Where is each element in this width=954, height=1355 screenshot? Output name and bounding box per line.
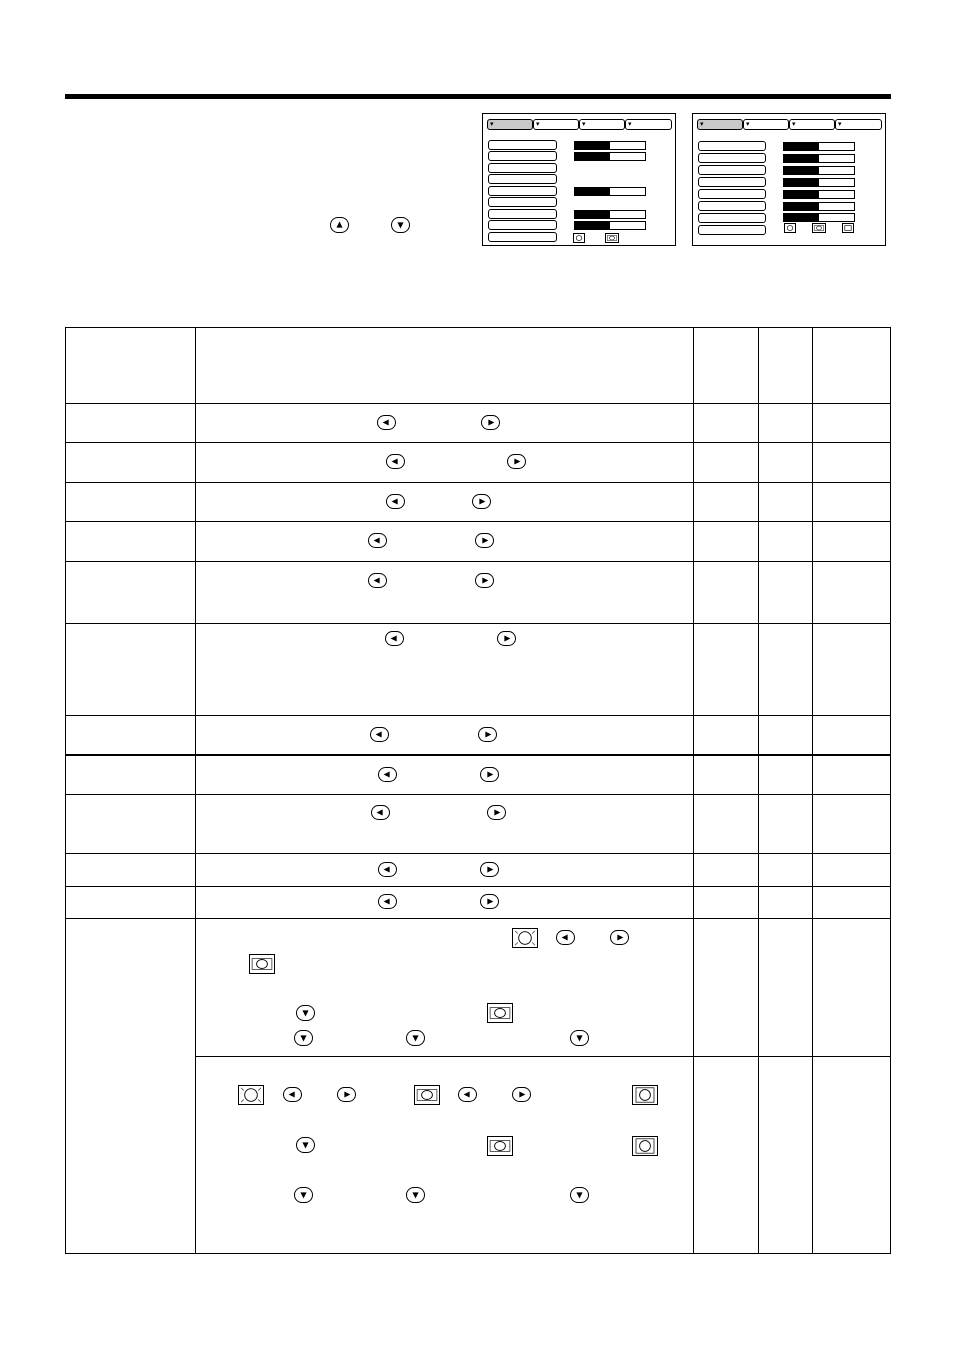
level-bar xyxy=(783,142,855,151)
left-arrow-icon xyxy=(385,631,404,646)
left-arrow-icon xyxy=(378,894,397,909)
level-bar xyxy=(783,190,855,199)
left-arrow-icon xyxy=(556,930,575,945)
left-arrow-icon xyxy=(386,454,405,469)
aspect-zoom-icon xyxy=(632,1136,658,1156)
aspect-normal-icon xyxy=(512,928,538,948)
level-bar xyxy=(783,213,855,222)
left-arrow-icon xyxy=(378,767,397,782)
right-arrow-icon xyxy=(487,805,506,820)
aspect-wide-icon xyxy=(605,233,619,243)
right-arrow-icon xyxy=(475,533,494,548)
aspect-wide-icon xyxy=(487,1136,513,1156)
aspect-normal-icon xyxy=(573,233,585,243)
menu-slot xyxy=(698,213,766,223)
menu-slot xyxy=(488,197,557,207)
right-arrow-icon xyxy=(507,454,526,469)
menu-slot xyxy=(488,209,557,219)
menu-slot xyxy=(488,140,557,150)
up-arrow-button-icon xyxy=(330,217,349,233)
right-arrow-icon xyxy=(480,894,499,909)
menu-tab: ▾ xyxy=(789,119,835,130)
menu-slot xyxy=(698,141,766,151)
level-bar xyxy=(574,210,646,219)
right-arrow-icon xyxy=(481,415,500,430)
down-arrow-icon xyxy=(570,1030,589,1046)
level-bar xyxy=(783,202,855,211)
aspect-zoom-icon xyxy=(842,223,854,233)
menu-slot xyxy=(488,186,557,196)
menu-screen-left xyxy=(482,113,676,246)
aspect-normal-icon xyxy=(784,223,796,233)
menu-tab: ▾ xyxy=(625,119,672,130)
down-arrow-icon xyxy=(406,1187,425,1203)
down-arrow-icon xyxy=(570,1187,589,1203)
level-bar xyxy=(783,178,855,187)
menu-tab: ▾ xyxy=(835,119,882,130)
menu-slot xyxy=(698,189,766,199)
down-arrow-icon xyxy=(296,1137,315,1153)
menu-slot xyxy=(488,232,557,242)
menu-slot xyxy=(698,165,766,175)
down-arrow-icon xyxy=(296,1005,315,1021)
left-arrow-icon xyxy=(386,494,405,509)
level-bar xyxy=(574,152,646,161)
aspect-zoom-icon xyxy=(632,1085,658,1105)
aspect-wide-icon xyxy=(812,223,826,233)
aspect-wide-icon xyxy=(487,1003,513,1023)
left-arrow-icon xyxy=(377,415,396,430)
menu-tab: ▾ xyxy=(579,119,625,130)
aspect-wide-icon xyxy=(249,954,275,974)
level-bar xyxy=(574,187,646,196)
menu-slot xyxy=(488,220,557,230)
left-arrow-icon xyxy=(378,862,397,877)
header-rule xyxy=(65,94,891,99)
menu-tab: ▾ xyxy=(487,119,533,130)
left-arrow-icon xyxy=(371,805,390,820)
menu-slot xyxy=(488,151,557,161)
level-bar xyxy=(574,141,646,150)
right-arrow-icon xyxy=(337,1087,356,1102)
left-arrow-icon xyxy=(368,533,387,548)
left-arrow-icon xyxy=(458,1087,477,1102)
right-arrow-icon xyxy=(478,727,497,742)
level-bar xyxy=(783,166,855,175)
menu-screen-right xyxy=(692,113,886,246)
menu-tab: ▾ xyxy=(697,119,743,130)
menu-slot xyxy=(698,177,766,187)
menu-slot xyxy=(698,153,766,163)
menu-slot xyxy=(698,201,766,211)
right-arrow-icon xyxy=(512,1087,531,1102)
aspect-wide-icon xyxy=(414,1085,440,1105)
down-arrow-icon xyxy=(406,1030,425,1046)
right-arrow-icon xyxy=(610,930,629,945)
menu-slot xyxy=(488,174,557,184)
down-arrow-button-icon xyxy=(391,217,410,233)
down-arrow-icon xyxy=(294,1187,313,1203)
menu-slot xyxy=(488,163,557,173)
aspect-normal-icon xyxy=(238,1085,264,1105)
right-arrow-icon xyxy=(497,631,516,646)
menu-tab: ▾ xyxy=(743,119,789,130)
level-bar xyxy=(574,221,646,230)
level-bar xyxy=(783,154,855,163)
menu-tab: ▾ xyxy=(533,119,579,130)
down-arrow-icon xyxy=(294,1030,313,1046)
left-arrow-icon xyxy=(368,573,387,588)
right-arrow-icon xyxy=(472,494,491,509)
left-arrow-icon xyxy=(370,727,389,742)
right-arrow-icon xyxy=(475,573,494,588)
left-arrow-icon xyxy=(283,1087,302,1102)
right-arrow-icon xyxy=(480,767,499,782)
menu-slot xyxy=(698,225,766,235)
right-arrow-icon xyxy=(480,862,499,877)
